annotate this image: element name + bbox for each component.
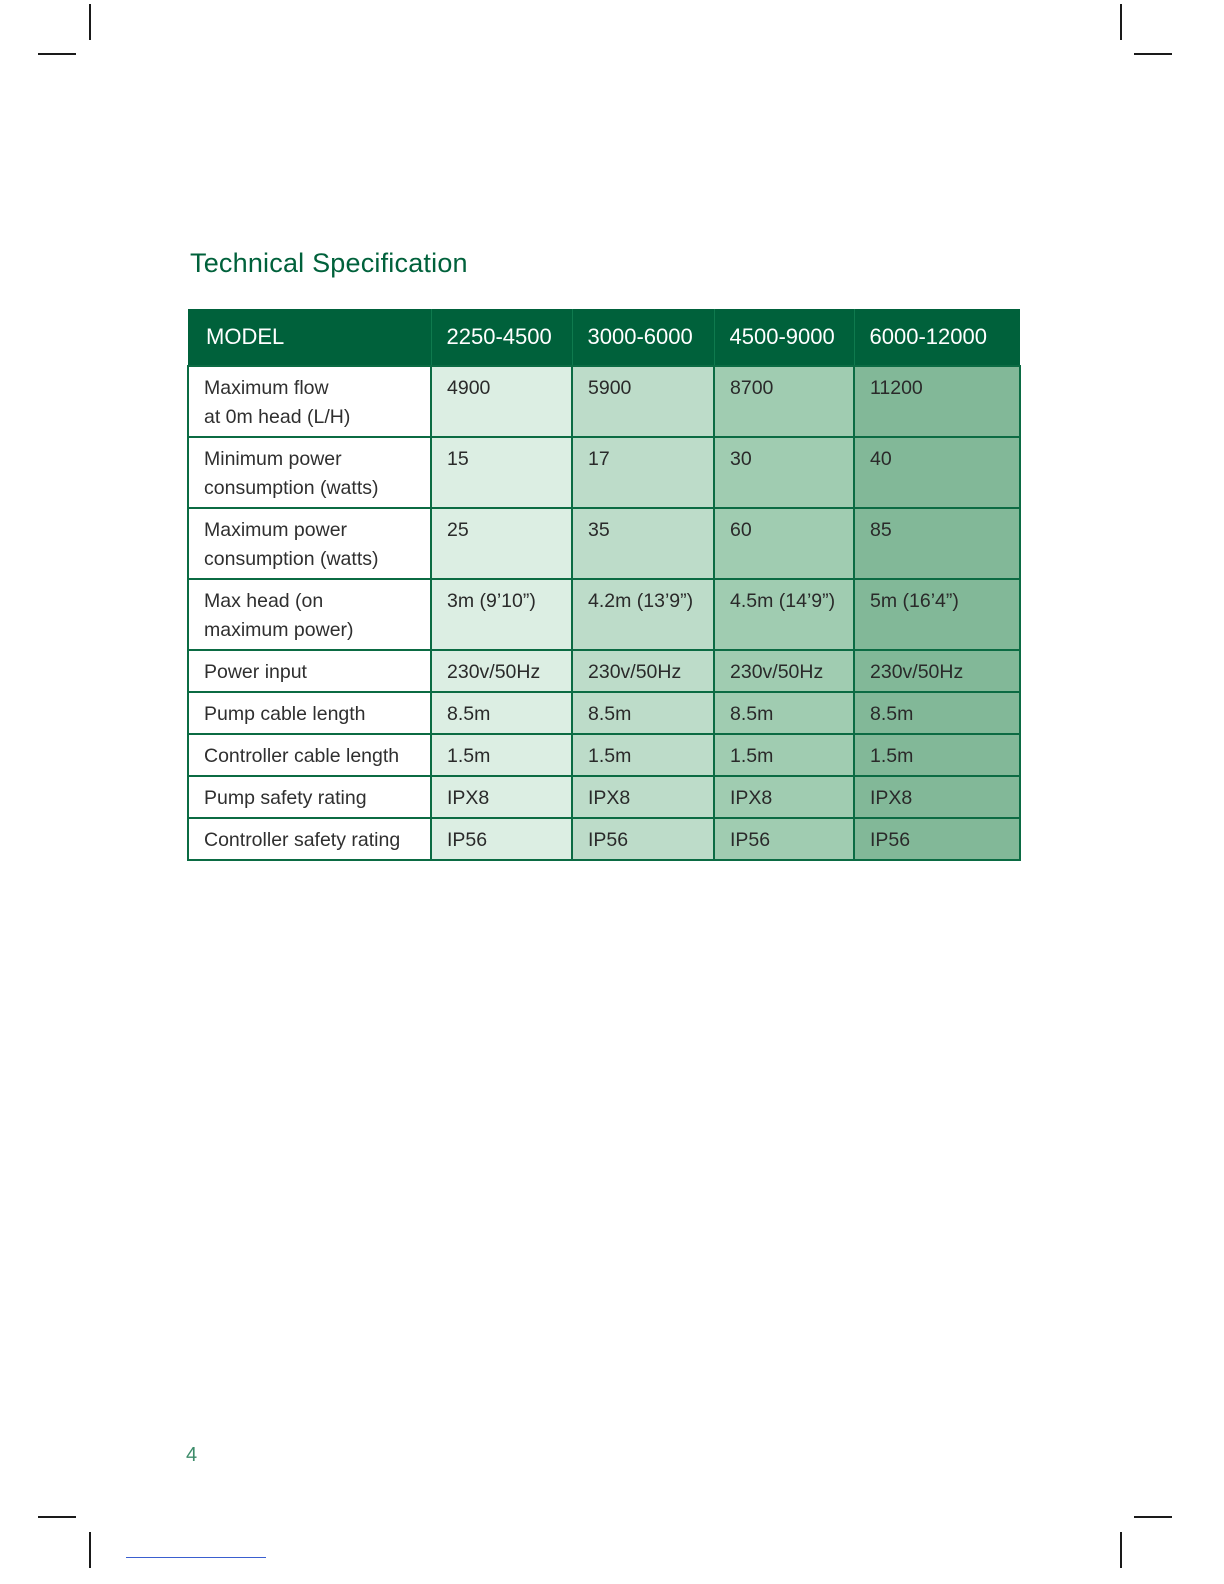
row-label xyxy=(188,692,431,734)
table-cell: IP56 xyxy=(854,818,1020,860)
crop-mark xyxy=(89,4,91,40)
table-cell: IP56 xyxy=(431,818,572,860)
row-label-line: Pump cable length xyxy=(204,703,366,725)
crop-mark xyxy=(1134,53,1172,55)
row-label-line: maximum power) xyxy=(204,619,354,641)
table-cell: 40 xyxy=(854,437,1020,508)
table-cell: IPX8 xyxy=(572,776,714,818)
crop-mark xyxy=(1120,4,1122,40)
row-label-line: Controller cable length xyxy=(204,745,400,767)
table-cell: 3m (9’10”) xyxy=(431,579,572,650)
footer-link-line xyxy=(126,1557,266,1558)
row-label-line: Maximum power xyxy=(204,519,348,541)
crop-mark xyxy=(38,1516,76,1518)
row-label-line: Power input xyxy=(204,661,307,683)
table-cell: 30 xyxy=(714,437,854,508)
table-row xyxy=(188,734,1020,776)
table-cell: 35 xyxy=(572,508,714,579)
table-row xyxy=(188,437,1020,508)
table-cell: IPX8 xyxy=(714,776,854,818)
technical-spec-table xyxy=(187,309,1021,861)
table-row xyxy=(188,692,1020,734)
header-model: MODEL xyxy=(188,309,431,366)
table-cell: IPX8 xyxy=(854,776,1020,818)
table-cell: 4.2m (13’9”) xyxy=(572,579,714,650)
row-label xyxy=(188,508,431,579)
crop-mark xyxy=(38,53,76,55)
header-model-3000-6000: 3000-6000 xyxy=(572,309,714,366)
header-model-6000-12000: 6000-12000 xyxy=(854,309,1020,366)
table-cell: 8700 xyxy=(714,366,854,437)
table-cell: 85 xyxy=(854,508,1020,579)
table-cell: 5m (16’4”) xyxy=(854,579,1020,650)
header-model-2250-4500: 2250-4500 xyxy=(431,309,572,366)
row-label-line: Controller safety rating xyxy=(204,829,401,851)
table-cell: 1.5m xyxy=(714,734,854,776)
table-row xyxy=(188,776,1020,818)
row-label-line: Max head (on xyxy=(204,590,324,612)
row-label-line: Maximum flow xyxy=(204,377,329,399)
table-body xyxy=(188,366,1020,860)
row-label-line: Minimum power xyxy=(204,448,342,470)
table-cell: 8.5m xyxy=(714,692,854,734)
table-row xyxy=(188,508,1020,579)
row-label xyxy=(188,579,431,650)
row-label xyxy=(188,650,431,692)
row-label-line: consumption (watts) xyxy=(204,548,379,570)
table-cell: 11200 xyxy=(854,366,1020,437)
table-header-row xyxy=(188,309,1020,366)
table-cell: 230v/50Hz xyxy=(854,650,1020,692)
table-row xyxy=(188,579,1020,650)
row-label xyxy=(188,734,431,776)
crop-mark xyxy=(1120,1532,1122,1568)
table-cell: IP56 xyxy=(572,818,714,860)
table-cell: 15 xyxy=(431,437,572,508)
table-cell: 230v/50Hz xyxy=(572,650,714,692)
table-cell: 17 xyxy=(572,437,714,508)
table-cell: 60 xyxy=(714,508,854,579)
row-label xyxy=(188,366,431,437)
table-cell: 25 xyxy=(431,508,572,579)
page-number: 4 xyxy=(186,1444,198,1466)
table-cell: 1.5m xyxy=(431,734,572,776)
table-cell: 1.5m xyxy=(854,734,1020,776)
table-cell: 1.5m xyxy=(572,734,714,776)
table-cell: 8.5m xyxy=(572,692,714,734)
row-label xyxy=(188,437,431,508)
table-cell: 5900 xyxy=(572,366,714,437)
crop-mark xyxy=(89,1532,91,1568)
table-cell: 4.5m (14’9”) xyxy=(714,579,854,650)
table-row xyxy=(188,818,1020,860)
page-title: Technical Specification xyxy=(190,248,468,278)
table-cell: 230v/50Hz xyxy=(714,650,854,692)
table-cell: IP56 xyxy=(714,818,854,860)
row-label xyxy=(188,818,431,860)
table-row xyxy=(188,366,1020,437)
header-model-4500-9000: 4500-9000 xyxy=(714,309,854,366)
table-cell: 4900 xyxy=(431,366,572,437)
row-label-line: Pump safety rating xyxy=(204,787,367,809)
table-row xyxy=(188,650,1020,692)
row-label xyxy=(188,776,431,818)
table-cell: IPX8 xyxy=(431,776,572,818)
table-cell: 8.5m xyxy=(854,692,1020,734)
table-cell: 8.5m xyxy=(431,692,572,734)
table-cell: 230v/50Hz xyxy=(431,650,572,692)
crop-mark xyxy=(1134,1516,1172,1518)
row-label-line: at 0m head (L/H) xyxy=(204,406,351,428)
row-label-line: consumption (watts) xyxy=(204,477,379,499)
